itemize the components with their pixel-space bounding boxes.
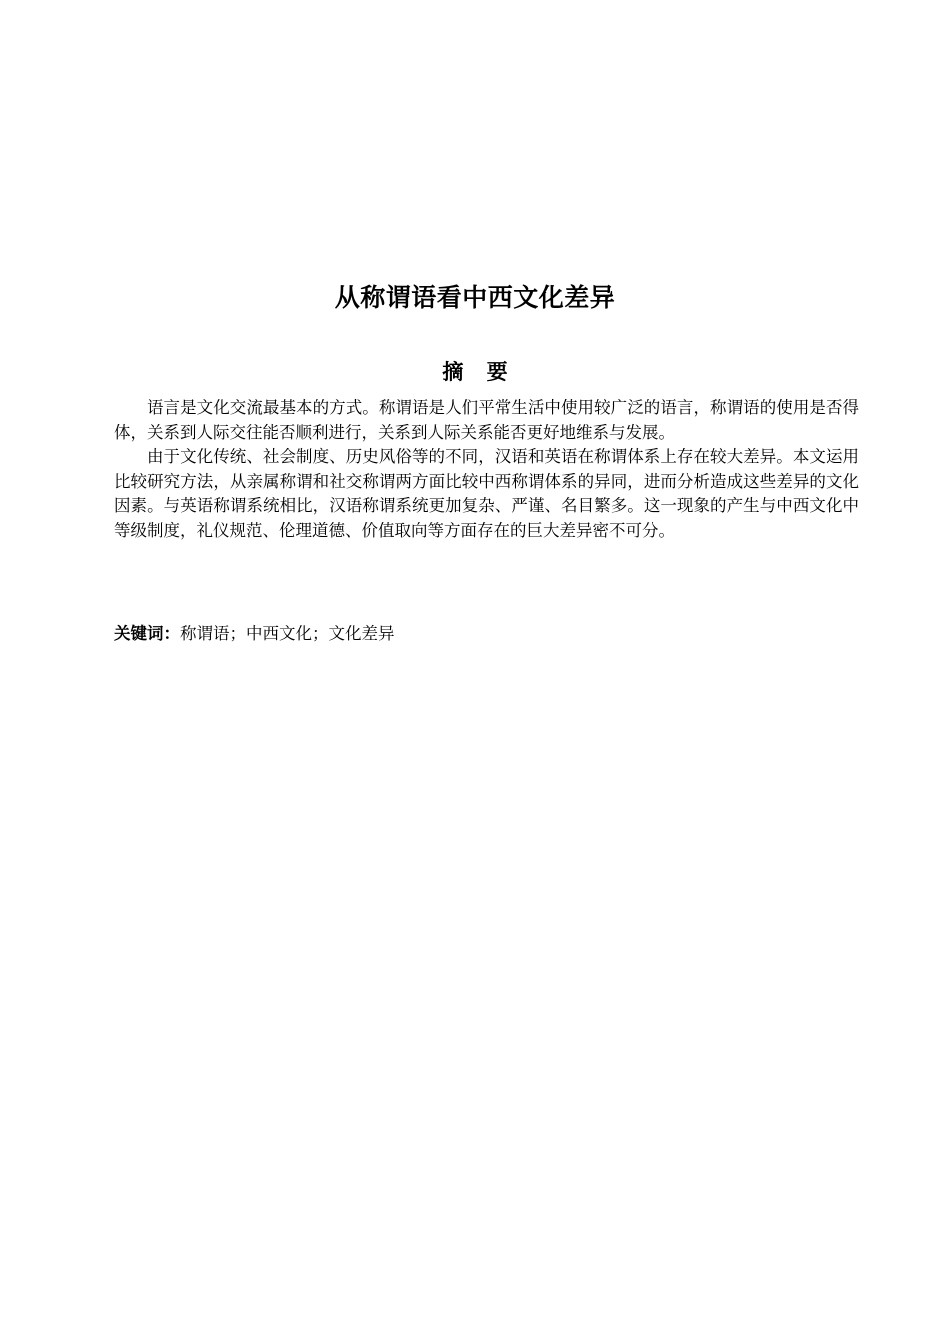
abstract-body	[114, 396, 859, 543]
keywords-label: 关键词：	[114, 624, 180, 643]
abstract-paragraph: 语言是文化交流最基本的方式。称谓语是人们平常生活中使用较广泛的语言，称谓语的使用是否得体，关系到人际交往能否顺利进行，关系到人际关系能否更好地维系与发展。	[114, 398, 859, 442]
abstract-paragraph: 由于文化传统、社会制度、历史风俗等的不同，汉语和英语在称谓体系上存在较大差异。本文运用比较研究方法，从亲属称谓和社交称谓两方面比较中西称谓体系的异同，进而分析造成这些差异的文化因素。与英语称谓系统相比，汉语称谓系统更加复杂、严谨、名目繁多。这一现象的产生与中西文化中等级制度，礼仪规范、伦理道德、价值取向等方面存在的巨大差异密不可分。	[114, 447, 859, 540]
abstract-heading: 摘 要	[442, 360, 516, 384]
keywords-text: 称谓语；中西文化；文化差异	[180, 624, 395, 643]
paper-title: 从称谓语看中西文化差异	[334, 283, 616, 312]
keywords-line	[114, 622, 859, 646]
